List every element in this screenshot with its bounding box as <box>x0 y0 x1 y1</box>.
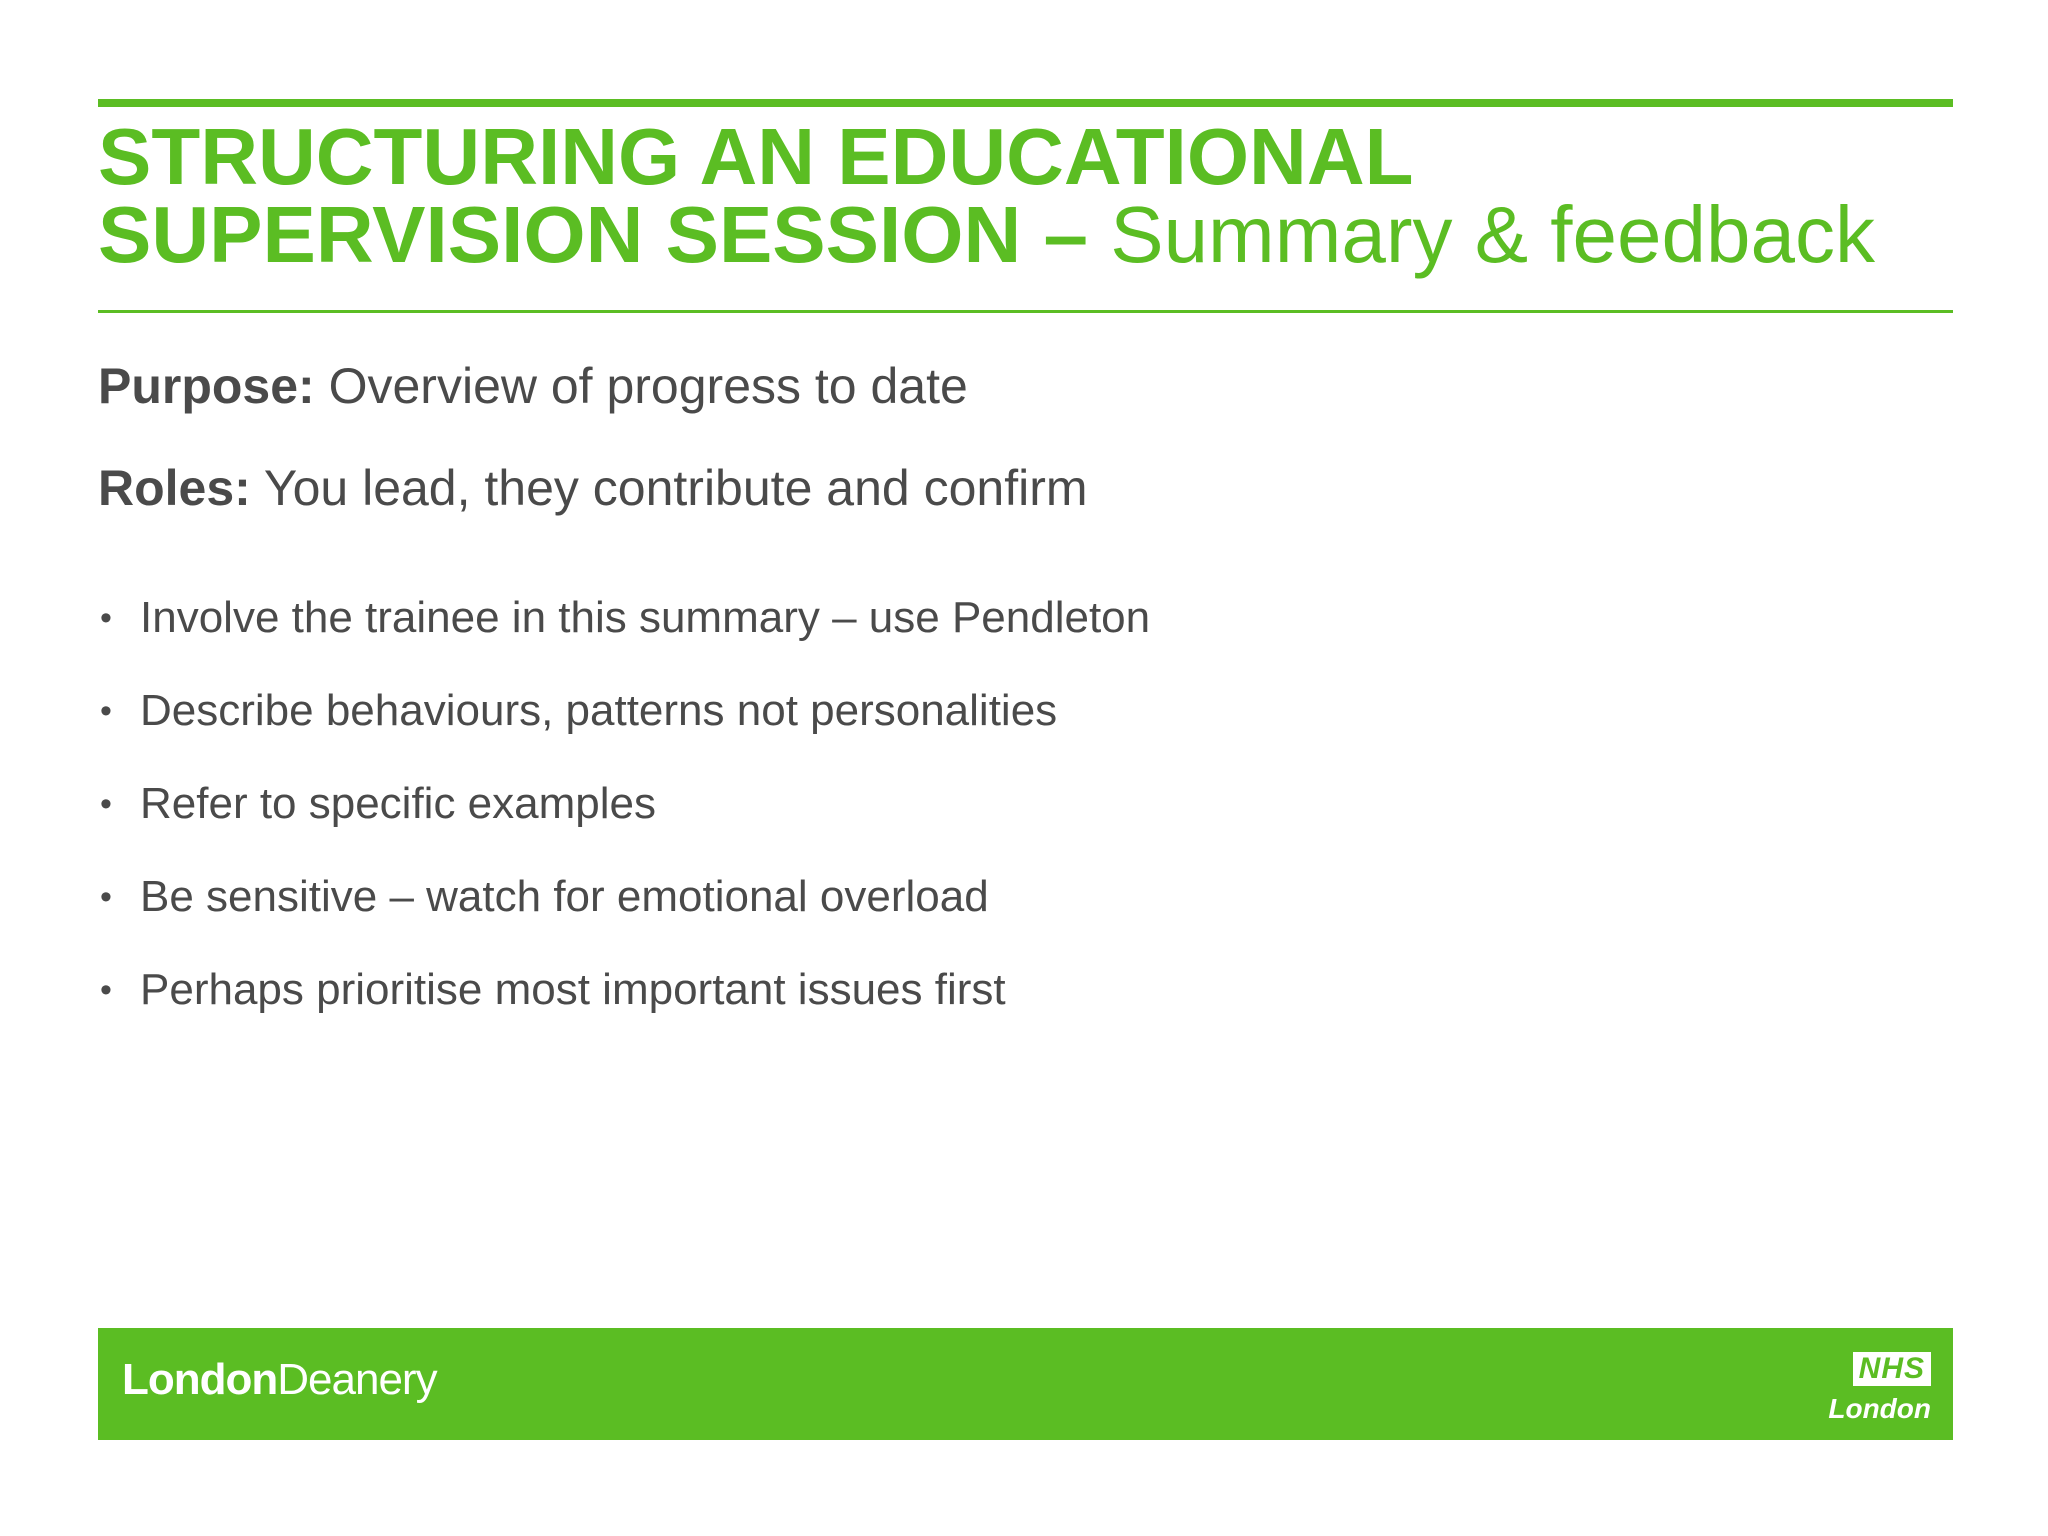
slide-title-line2: SUPERVISION SESSION – <box>98 190 1088 279</box>
bullet-text: Refer to specific examples <box>140 779 656 828</box>
bullet-text: Perhaps prioritise most important issues first <box>140 965 1006 1014</box>
purpose-line <box>98 356 968 416</box>
roles-label: Roles: <box>98 460 251 516</box>
roles-line <box>98 458 1088 518</box>
slide-subtitle: Summary & feedback <box>1110 190 1875 279</box>
purpose-value: Overview of progress to date <box>328 358 968 414</box>
logo-text-bold: London <box>122 1355 278 1404</box>
slide-title <box>98 112 1953 279</box>
bullet-text: Describe behaviours, patterns not personalities <box>140 686 1058 735</box>
bullet-item <box>98 590 1150 646</box>
nhs-london-logo <box>1821 1352 1931 1432</box>
nhs-mark: NHS <box>1853 1352 1931 1386</box>
title-divider <box>98 310 1953 313</box>
bullet-item <box>98 776 1150 832</box>
london-deanery-logo <box>122 1352 437 1408</box>
bullet-item <box>98 683 1150 739</box>
nhs-region-label: London <box>1828 1393 1931 1424</box>
bullet-icon: • <box>100 785 112 823</box>
bullet-icon: • <box>100 692 112 730</box>
slide-title-line1: STRUCTURING AN EDUCATIONAL <box>98 112 1414 201</box>
bullet-text: Involve the trainee in this summary – use Pendleton <box>140 593 1151 642</box>
bullet-icon: • <box>100 599 112 637</box>
bullet-icon: • <box>100 878 112 916</box>
bullet-text: Be sensitive – watch for emotional overload <box>140 872 989 921</box>
footer-bar <box>98 1328 1953 1440</box>
bullet-list <box>98 590 1150 1055</box>
logo-text-light: Deanery <box>277 1355 437 1404</box>
purpose-label: Purpose: <box>98 358 315 414</box>
bullet-icon: • <box>100 971 112 1009</box>
bullet-item <box>98 962 1150 1018</box>
top-divider <box>98 99 1953 107</box>
roles-value: You lead, they contribute and confirm <box>263 460 1088 516</box>
bullet-item <box>98 869 1150 925</box>
